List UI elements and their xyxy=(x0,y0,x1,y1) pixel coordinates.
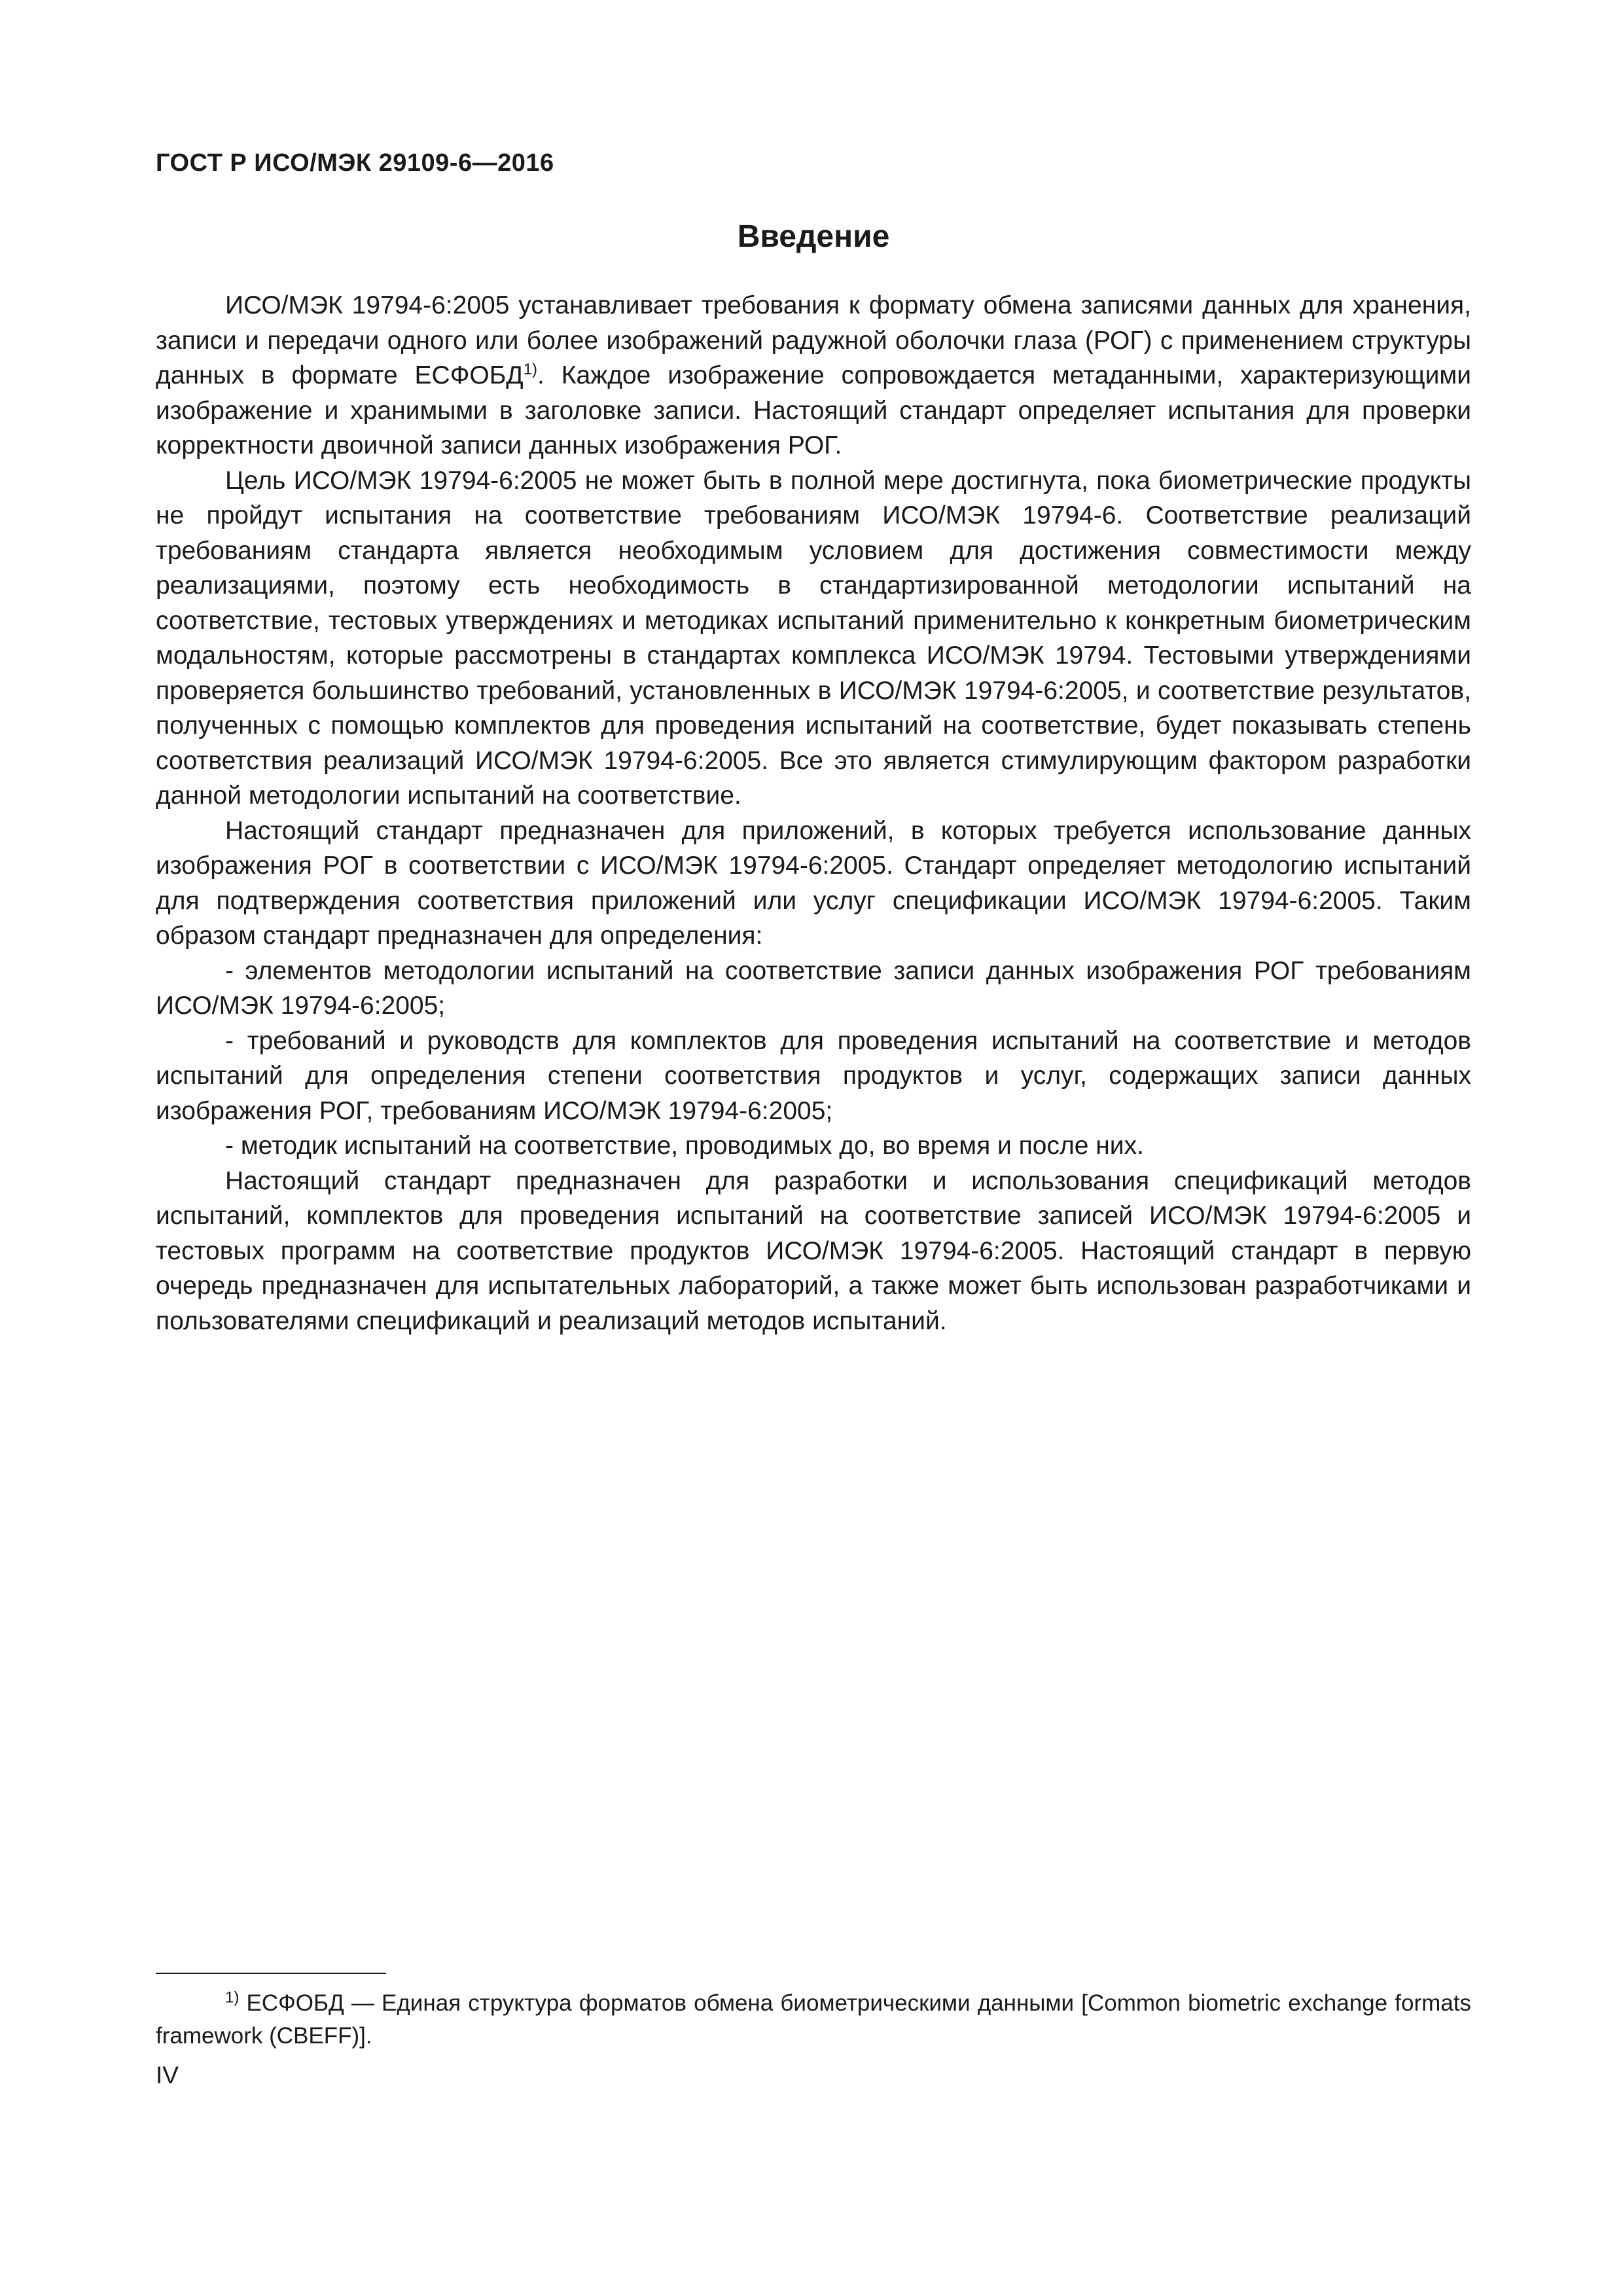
footnote xyxy=(156,1987,1471,2053)
footnote-text: ЕСФОБД — Единая структура форматов обмена биометрическими данными [Common biometric exchange formats framework (CBEFF)]. xyxy=(156,1990,1471,2049)
standard-header: ГОСТ Р ИСО/МЭК 29109-6—2016 xyxy=(156,149,554,177)
paragraph-1-text-cont: . Каждое изображение сопровождается метаданными, характеризующими изображение и хранимыми в заголовке записи. Настоящий стандарт определяет испытания для проверки корректности двоичной записи данных изображения РОГ. xyxy=(156,361,1471,459)
page-number: IV xyxy=(156,2062,179,2089)
paragraph-1-text: ИСО/МЭК 19794-6:2005 устанавливает требования к формату обмена записями данных для хранения, записи и передачи одного или более изображений радужной оболочки глаза (РОГ) с применением структуры данных в формате ЕСФОБД xyxy=(156,291,1471,389)
body-text xyxy=(156,288,1471,1338)
paragraph-3: Настоящий стандарт предназначен для приложений, в которых требуется использование данных изображения РОГ в соответствии с ИСО/МЭК 19794-6:2005. Стандарт определяет методологию испытаний для подтверждения соответствия приложений или услуг спецификации ИСО/МЭК 19794-6:2005. Таким образом стандарт предназначен для определения: xyxy=(156,816,1471,950)
list-item: - элементов методологии испытаний на соответствие записи данных изображения РОГ требованиям ИСО/МЭК 19794-6:2005; xyxy=(156,956,1471,1020)
paragraph-4: Настоящий стандарт предназначен для разработки и использования спецификаций методов испытаний, комплектов для проведения испытаний на соответствие записей ИСО/МЭК 19794-6:2005 и тестовых программ на соответствие продуктов ИСО/МЭК 19794-6:2005. Настоящий стандарт в первую очередь предназначен для испытательных лабораторий, а также может быть использован разработчиками и пользователями спецификаций и реализаций методов испытаний. xyxy=(156,1166,1471,1335)
footnote-divider xyxy=(156,1973,386,1974)
footnote-marker: 1) xyxy=(225,1988,240,2007)
paragraph-1 xyxy=(156,288,1471,463)
page-title: Введение xyxy=(737,219,890,254)
footnote-ref[interactable]: 1) xyxy=(523,361,538,378)
list-item: - методик испытаний на соответствие, проводимых до, во время и после них. xyxy=(225,1132,1144,1160)
paragraph-2: Цель ИСО/МЭК 19794-6:2005 не может быть в полной мере достигнута, пока биометрические продукты не пройдут испытания на соответствие требованиям ИСО/МЭК 19794-6. Соответствие реализаций требованиям стандарта является необходимым условием для достижения совместимости между реализациями, поэтому есть необходимость в стандартизированной методологии испытаний на соответствие, тестовых утверждениях и методиках испытаний применительно к конкретным биометрическим модальностям, которые рассмотрены в стандартах комплекса ИСО/МЭК 19794. Тестовыми утверждениями проверяется большинство требований, установленных в ИСО/МЭК 19794-6:2005, и соответствие результатов, полученных с помощью комплектов для проведения испытаний на соответствие, будет показывать степень соответствия реализаций ИСО/МЭК 19794-6:2005. Все это является стимулирующим фактором разработки данной методологии испытаний на соответствие. xyxy=(156,466,1471,810)
list-item: - требований и руководств для комплектов для проведения испытаний на соответствие и методов испытаний для определения степени соответствия продуктов и услуг, содержащих записи данных изображения РОГ, требованиям ИСО/МЭК 19794-6:2005; xyxy=(156,1026,1471,1125)
